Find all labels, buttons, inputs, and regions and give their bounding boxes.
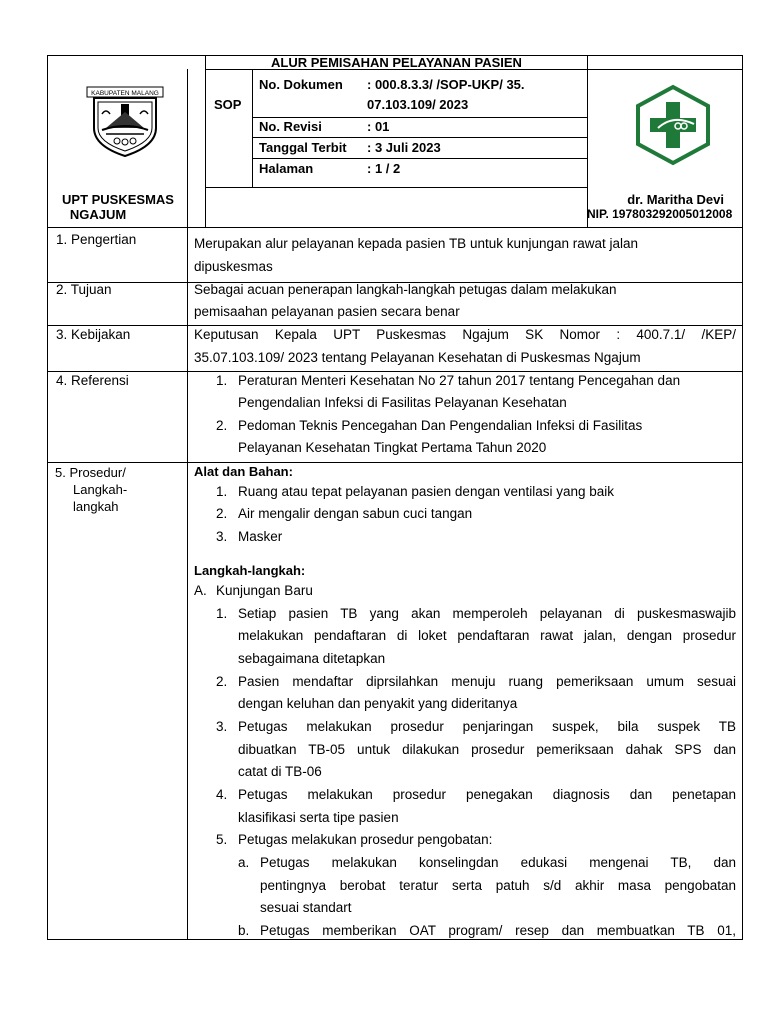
kebijakan-line-1: Keputusan Kepala UPT Puskesmas Ngajum SK Nomor : 400.7.1/ /KEP/ <box>194 327 736 342</box>
step-num-5: 5. <box>216 832 228 847</box>
step-1-line-2: melakukan pendaftaran di loket pendaftaran rawat jalan, dengan prosedur <box>238 628 736 643</box>
step-2-line-1: Pasien mendaftar diprsilahkan menuju ruang pemeriksaan umum sesuai <box>238 674 736 689</box>
step-num-4: 4. <box>216 787 228 802</box>
substep-a-line-2: pentingnya berobat teratur serta patuh s/d akhir masa pengobatan <box>260 878 736 893</box>
step-4-line-1: Petugas melakukan prosedur penegakan diagnosis dan penetapan <box>238 787 736 802</box>
field-tanggal-terbit-label: Tanggal Terbit <box>259 140 347 155</box>
step-num-1: 1. <box>216 606 228 621</box>
alat-num-2: 2. <box>216 506 228 521</box>
field-no-dokumen-value: : 000.8.3.3/ /SOP-UKP/ 35. <box>367 77 525 92</box>
substep-letter-a: a. <box>238 855 250 870</box>
referensi-1-line-2: Pengendalian Infeksi di Fasilitas Pelayanan Kesehatan <box>238 395 567 410</box>
alat-item-1: Ruang atau tepat pelayanan pasien dengan ventilasi yang baik <box>238 484 615 499</box>
langkah-title: Langkah-langkah: <box>194 563 306 578</box>
alat-item-2: Air mengalir dengan sabun cuci tangan <box>238 506 473 521</box>
puskesmas-logo <box>634 84 712 166</box>
section-label-prosedur-1: 5. Prosedur/ <box>55 465 126 480</box>
org-name-line2: NGAJUM <box>69 207 127 222</box>
alat-num-3: 3. <box>216 529 228 544</box>
section-label-prosedur-2: Langkah- <box>73 482 128 497</box>
step-2-line-2: dengan keluhan dan penyakit yang dideritanya <box>238 696 518 711</box>
field-no-revisi-value: : 01 <box>367 119 390 134</box>
alat-bahan-title: Alat dan Bahan: <box>194 464 293 479</box>
pengertian-line-2: dipuskesmas <box>194 259 273 274</box>
signer-nip: NIP. 197803292005012008 <box>587 207 733 221</box>
referensi-num-2: 2. <box>216 418 228 433</box>
field-halaman-label: Halaman <box>259 161 314 176</box>
field-no-dokumen-value-2: 07.103.109/ 2023 <box>367 97 469 112</box>
org-name-line1: UPT PUSKESMAS <box>62 192 174 207</box>
field-no-dokumen-label: No. Dokumen <box>259 77 343 92</box>
logo-left-text: KABUPATEN MALANG <box>91 90 159 97</box>
field-tanggal-terbit-value: : 3 Juli 2023 <box>367 140 441 155</box>
step-5-line-1: Petugas melakukan prosedur pengobatan: <box>238 832 493 847</box>
sub-a-text: Kunjungan Baru <box>216 583 313 598</box>
tujuan-line-2: pemisaahan pelayanan pasien secara benar <box>194 304 460 319</box>
step-4-line-2: klasifikasi serta tipe pasien <box>238 810 399 825</box>
alat-item-3: Masker <box>238 529 283 544</box>
step-1-line-1: Setiap pasien TB yang akan memperoleh pelayanan di puskesmaswajib <box>238 606 736 621</box>
section-label-tujuan: 2. Tujuan <box>56 282 112 297</box>
section-label-pengertian: 1. Pengertian <box>56 232 137 247</box>
referensi-2-line-2: Pelayanan Kesehatan Tingkat Pertama Tahun 2020 <box>238 440 547 455</box>
substep-a-line-3: sesuai standart <box>260 900 352 915</box>
kebijakan-line-2: 35.07.103.109/ 2023 tentang Pelayanan Kesehatan di Puskesmas Ngajum <box>194 350 641 365</box>
document-title: ALUR PEMISAHAN PELAYANAN PASIEN <box>271 55 522 70</box>
tujuan-line-1: Sebagai acuan penerapan langkah-langkah petugas dalam melakukan <box>194 282 617 297</box>
step-num-2: 2. <box>216 674 228 689</box>
referensi-num-1: 1. <box>216 373 228 388</box>
substep-a-line-1: Petugas melakukan konselingdan edukasi mengenai TB, dan <box>260 855 736 870</box>
step-3-line-2: dibuatkan TB-05 untuk dilakukan prosedur pemeriksaan dahak SPS dan <box>238 742 736 757</box>
referensi-2-line-1: Pedoman Teknis Pencegahan Dan Pengendalian Infeksi di Fasilitas <box>238 418 643 433</box>
pengertian-line-1: Merupakan alur pelayanan kepada pasien TB untuk kunjungan rawat jalan <box>194 236 639 251</box>
referensi-1-line-1: Peraturan Menteri Kesehatan No 27 tahun 2017 tentang Pencegahan dan <box>238 373 681 388</box>
section-label-kebijakan: 3. Kebijakan <box>56 327 131 342</box>
step-3-line-1: Petugas melakukan prosedur penjaringan suspek, bila suspek TB <box>238 719 736 734</box>
kabupaten-malang-logo <box>84 84 166 158</box>
sop-label: SOP <box>214 97 242 112</box>
alat-num-1: 1. <box>216 484 228 499</box>
field-halaman-value: : 1 / 2 <box>367 161 401 176</box>
sub-a-letter: A. <box>194 583 207 598</box>
signer-name: dr. Maritha Devi <box>627 192 724 207</box>
section-label-prosedur-3: langkah <box>73 499 119 514</box>
substep-b-line-1: Petugas memberikan OAT program/ resep dan membuatkan TB 01, <box>260 923 736 938</box>
section-label-referensi: 4. Referensi <box>56 373 129 388</box>
step-3-line-3: catat di TB-06 <box>238 764 322 779</box>
field-no-revisi-label: No. Revisi <box>259 119 322 134</box>
substep-letter-b: b. <box>238 923 250 938</box>
step-1-line-3: sebagaimana ditetapkan <box>238 651 386 666</box>
step-num-3: 3. <box>216 719 228 734</box>
